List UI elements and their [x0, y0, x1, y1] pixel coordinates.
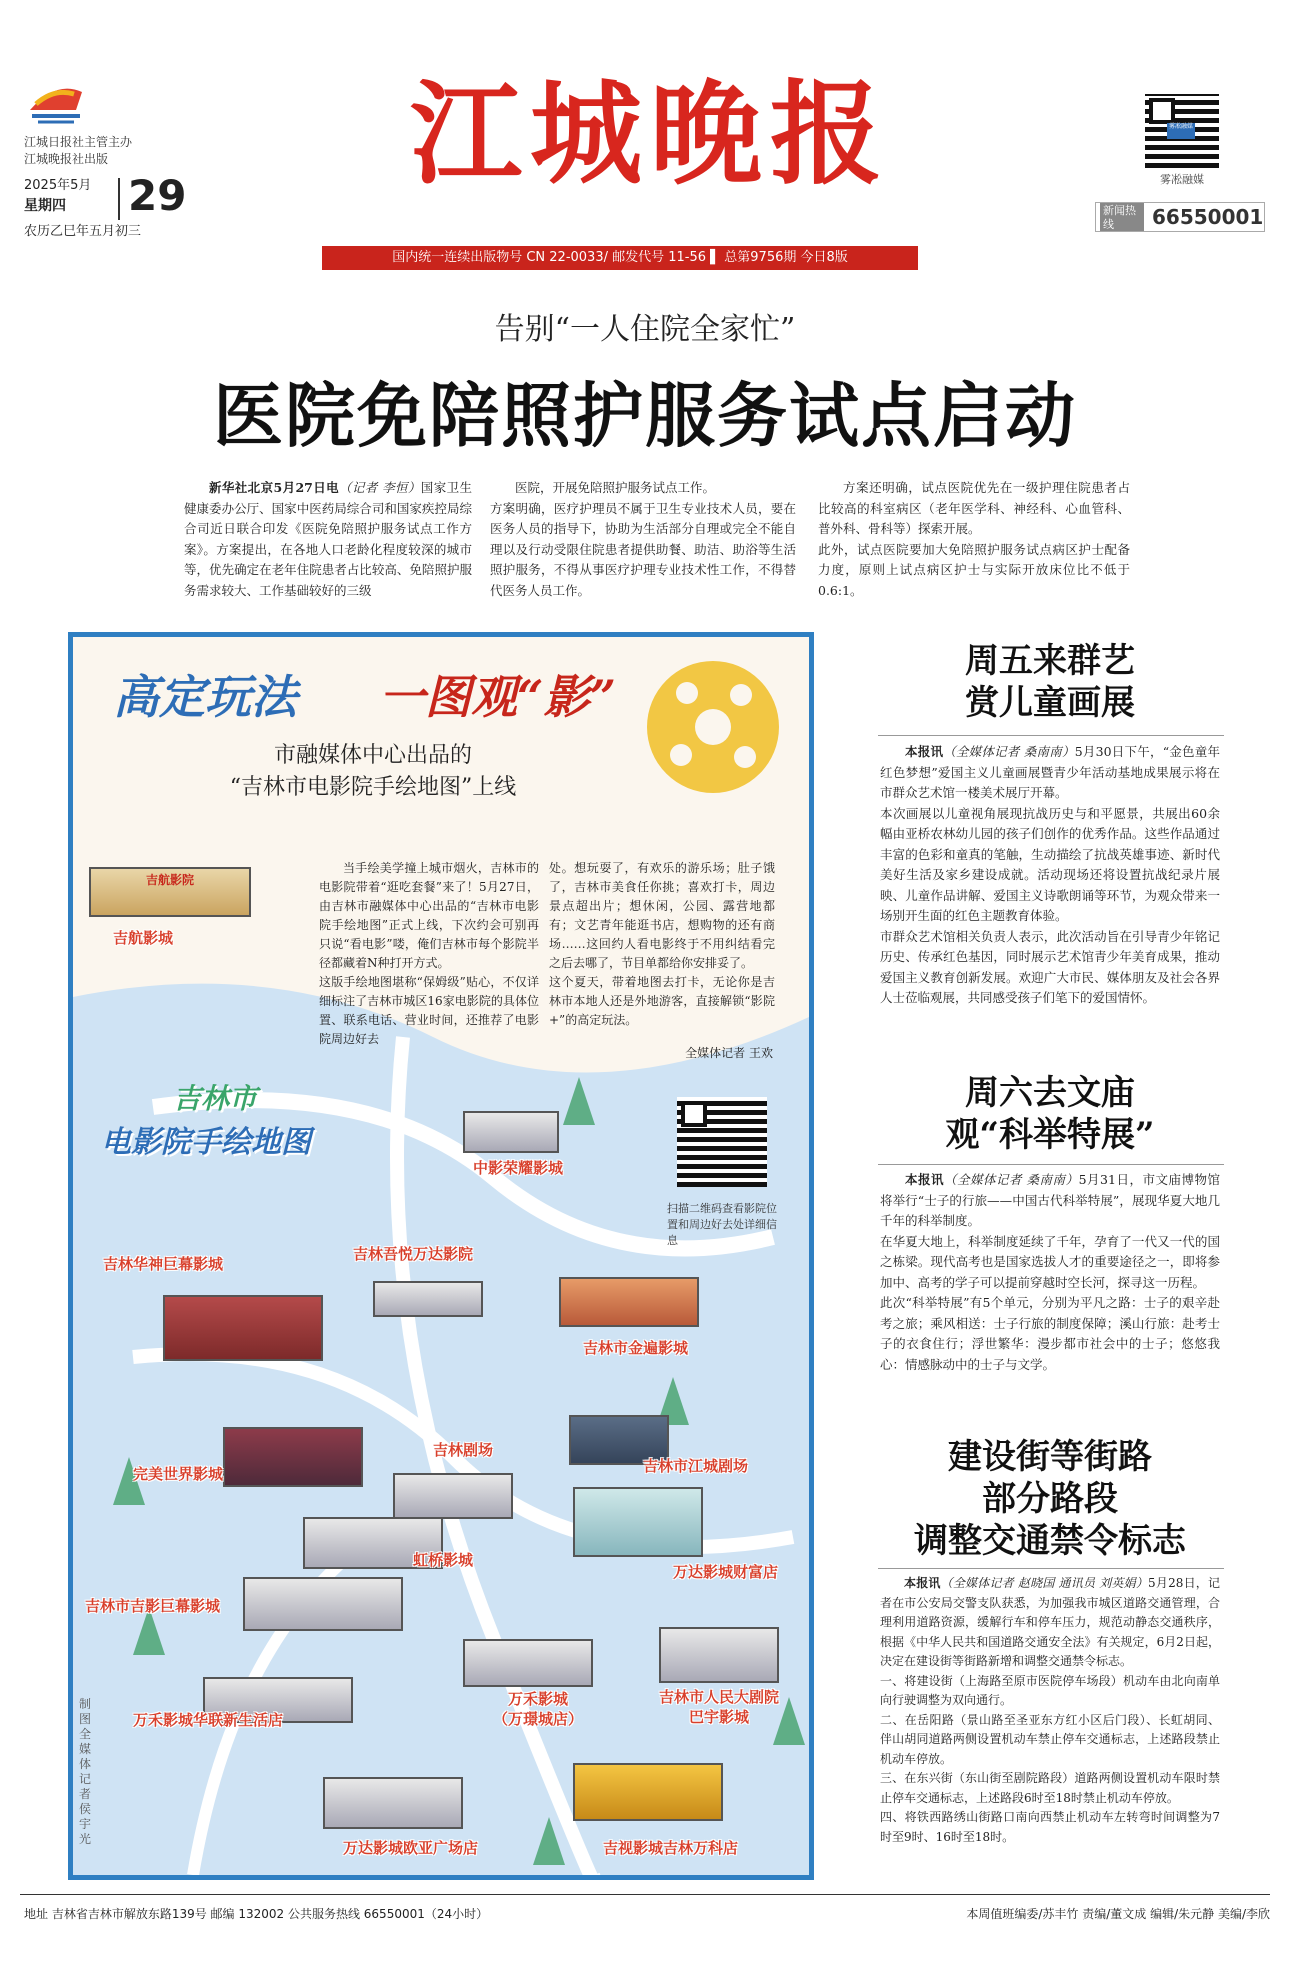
map-text-col-1: 当手绘美学撞上城市烟火，吉林市的电影院带着“逛吃套餐”来了！5月27日，由吉林市融媒体中心出品的“吉林市电影院手绘地图”正式上线，下次约会可别再只说“看电影”喽，俺们吉林市每个影院半径都藏着N种打开方式。 这版手绘地图堪称“保姆级”贴心，不仅详细标注了吉林市城区16家电影院的具体位置、联系电话、营业时间，还推荐了电影院周边好去: [319, 861, 539, 1046]
art1-text: 5月30日下午，“金色童年 红色梦想”爱国主义儿童画展暨青少年活动基地成果展示将在市群众艺术馆一楼美术展厅开幕。 本次画展以儿童视角展现抗战历史与和平愿景，共展出60余幅由亚桥农林幼儿园的孩子们创作的优秀作品。这些作品通过丰富的色彩和童真的笔触，生动描绘了抗战英雄事迹、新时代美好生活及家乡建设成就。活动现场还将设置抗战纪录片展映、儿童作品讲解、爱国主义诗歌朗诵等环节，为观众带来一场别开生面的红色主题教育体验。 市群众艺术馆相关负责人表示，此次活动旨在引导青少年铭记历史、传承红色基因，同时展示艺术馆青少年美育成果，推动爱国主义教育创新发展。欢迎广大市民、媒体朋友及社会各界人士莅临观展，共同感受孩子们笔下的爱国情怀。: [880, 744, 1220, 1005]
location-label: 吉林吾悦万达影院: [353, 1245, 474, 1263]
lead-byline: 新华社北京5月27日电: [209, 480, 340, 495]
publisher-line-1: 江城日报社主管主办: [24, 135, 133, 149]
cinema-building: [463, 1639, 593, 1687]
art1-body: [880, 742, 1220, 1009]
masthead-title: 江城晚报: [410, 69, 890, 200]
jihang-building: [89, 867, 251, 917]
location-label: 万禾影城 （万璟城店）: [493, 1690, 584, 1728]
cinema-building: [393, 1473, 513, 1519]
footer-address: 地址 吉林省吉林市解放东路139号 邮编 132002 公共服务热线 66550001（24小时）: [24, 1907, 489, 1921]
art3-headline: 建设街等街路 部分路段 调整交通禁令标志: [914, 1437, 1186, 1561]
cinema-building: [573, 1487, 703, 1557]
location-label: 吉林市江城剧场: [643, 1457, 749, 1475]
lead-headline: 医院免陪照护服务试点启动: [213, 374, 1077, 457]
weekday: 星期四: [24, 198, 66, 214]
art3-body: [880, 1574, 1220, 1847]
map-qr-code-icon[interactable]: [677, 1097, 767, 1187]
location-label: 吉视影城吉林万科店: [603, 1839, 739, 1857]
day-number: 29: [128, 171, 187, 220]
newspaper-logo-icon: [26, 70, 86, 126]
cinema-building: [463, 1111, 559, 1153]
location-label: 吉林剧场: [433, 1441, 494, 1459]
map-title-b: 一图观“影”: [379, 670, 616, 724]
lunar-date: 农历乙巳年五月初三: [24, 224, 142, 239]
lead-col-1: [184, 478, 472, 601]
tree-icon: [533, 1817, 565, 1865]
qr-badge: 雾凇融媒: [1167, 123, 1195, 139]
art1-rule: [878, 735, 1224, 736]
map-qr-caption: 扫描二维码查看影院位置和周边好去处详细信息: [667, 1202, 777, 1247]
cinema-building: [573, 1763, 723, 1821]
location-label: 中影荣耀影城: [473, 1159, 564, 1177]
art1-reporter: （全媒体记者 桑南南）: [943, 744, 1075, 759]
map-subtitle-2: “吉林市电影院手绘地图”上线: [229, 775, 517, 800]
map-subtitle-1: 市融媒体中心出品的: [273, 743, 472, 768]
location-label: 吉林市金遍影城: [583, 1339, 689, 1357]
map-credit: 制图 全媒体记者 侯宇光: [79, 1697, 92, 1846]
location-label: 虹桥影城: [413, 1551, 474, 1569]
hotline-box: [1095, 202, 1265, 232]
lead-col-3: 方案还明确，试点医院优先在一级护理住院患者占比较高的科室病区（老年医学科、神经科、心血管科、普外科、骨科等）探索开展。 此外，试点医院要加大免陪照护服务试点病区护士配备力度，原则上试点病区护士与实际开放床位比不低于0.6:1。: [818, 480, 1130, 598]
qr-label: 雾凇融媒: [1160, 173, 1204, 186]
footer-rule: [20, 1894, 1270, 1895]
cinema-map-feature: [68, 632, 814, 1880]
location-label: 万禾影城华联新生活店: [133, 1711, 284, 1729]
map-inner-title-2: 电影院手绘地图: [101, 1125, 311, 1160]
location-label: 吉林华神巨幕影城: [103, 1255, 224, 1273]
location-label: 吉航影城: [113, 929, 174, 947]
art2-rule: [878, 1164, 1224, 1165]
art3-lead: 本报讯: [904, 1576, 941, 1590]
lead-reporter: （记者 李恒）: [339, 480, 421, 495]
issue-date: 2025年5月: [24, 178, 92, 193]
art3-rule: [878, 1568, 1224, 1569]
jihang-sign: 吉航影院: [145, 873, 194, 887]
art3-text: 5月28日，记者在市公安局交警支队获悉，为加强我市城区道路交通管理，合理利用道路资源，缓解行车和停车压力，规范动静态交通秩序，根据《中华人民共和国道路交通安全法》有关规定，6月2日起，决定在建设街等街路新增和调整交通禁令标志。 一、将建设街（上海路至原市医院停车场段）机动车由北向南单向行驶调整为双向通行。 二、在岳阳路（景山路至圣亚东方红小区后门段）、长虹胡同、伴山胡同道路两侧设置机动车禁止停车交通标志，上述路段禁止机动车停放。 三、在东兴街（东山街至剧院路段）道路两侧设置机动车限时禁止停车交通标志，上述路段6时至18时禁止机动车停放。 四、将铁西路绣山街路口南向西禁止机动车左转弯时间调整为7时至9时、16时至18时。: [880, 1576, 1220, 1844]
map-text-col-2: 处。想玩耍了，有欢乐的游乐场；肚子饿了，吉林市美食任你挑；喜欢打卡，周边景点超出片；想休闲，公园、露营地都有；文艺青年能逛书店，想购物的还有商场……这回约人看电影终于不用纠结看完之后去哪了，节目单都给你安排妥了。 这个夏天，带着地图去打卡，无论你是吉林市本地人还是外地游客，直接解锁“影院+”的高定玩法。: [549, 861, 775, 1027]
cinema-building: [223, 1427, 363, 1487]
art2-body: [880, 1170, 1220, 1375]
art2-headline: 周六去文庙 观“科举特展”: [945, 1073, 1155, 1155]
lead-col-2: 医院，开展免陪照护服务试点工作。 方案明确，医疗护理员不属于卫生专业技术人员，要在医务人员的指导下，协助为生活部分自理或完全不能自理以及行动受限住院患者提供助餐、助洁、助浴等生活照护服务，不得从事医疗护理专业技术性工作，不得替代医务人员工作。: [490, 480, 796, 598]
cinema-building: [323, 1777, 463, 1829]
hotline-label: 新闻热线: [1100, 203, 1144, 231]
art1-headline: 周五来群艺 赏儿童画展: [965, 641, 1135, 723]
art3-reporter: （全媒体记者 赵晓国 通讯员 刘英娟）: [940, 1576, 1149, 1590]
cinema-building: [559, 1277, 699, 1327]
art2-lead: 本报讯: [905, 1172, 945, 1187]
art1-lead: 本报讯: [905, 744, 944, 759]
cinema-building: [243, 1577, 403, 1631]
location-label: 万达影城欧亚广场店: [343, 1839, 479, 1857]
map-reporter: 全媒体记者 王欢: [685, 1046, 773, 1060]
map-title-a: 高定玩法: [113, 670, 297, 724]
cinema-building: [163, 1295, 323, 1361]
location-label: 吉林市人民大剧院 巴宇影城: [659, 1688, 780, 1726]
lead-kicker: 告别“一人住院全家忙”: [494, 312, 796, 347]
hotline-number: 66550001: [1152, 205, 1264, 229]
location-label: 万达影城财富店: [673, 1563, 779, 1581]
location-label: 完美世界影城: [133, 1465, 224, 1483]
cinema-building: [373, 1281, 483, 1317]
tree-icon: [563, 1077, 595, 1125]
issue-info-bar: 国内统一连续出版物号 CN 22-0033/ 邮发代号 11-56 ▌ 总第9756期 今日8版: [322, 246, 918, 270]
footer-staff: 本周值班编委/苏丰竹 责编/董文成 编辑/朱元静 美编/李欣: [966, 1907, 1270, 1921]
art2-text: 5月31日，市文庙博物馆将举行“士子的行旅——中国古代科举特展”，展现华夏大地几千年的科举制度。 在华夏大地上，科举制度延续了千年，孕育了一代又一代的国之栋梁。现代高考也是国家选拔人才的重要途径之一，即将参加中、高考的学子可以提前穿越时空长河，探寻这一历程。 此次“科举特展”有5个单元，分别为平凡之路：士子的艰辛赴考之旅；乘风相送：士子行旅的制度保障；溪山行旅：赴考士子的衣食住行；浮世繁华：漫步都市社会中的士子；悠悠我心：情感脉动中的士子与文学。: [880, 1172, 1220, 1372]
publisher-line-2: 江城晚报社出版: [24, 152, 109, 166]
date-divider: [118, 178, 120, 220]
lead-col-1-text: 国家卫生健康委办公厅、国家中医药局综合司和国家疾控局综合司近日联合印发《医院免陪照护服务试点工作方案》。方案提出，在各地人口老龄化程度较深的城市等，优先确定在老年住院患者占比较高、免陪照护服务需求较大、工作基础较好的三级: [184, 480, 472, 598]
cinema-building: [659, 1627, 779, 1683]
map-inner-title-1: 吉林市: [173, 1082, 258, 1115]
location-label: 吉林市吉影巨幕影城: [85, 1597, 221, 1615]
art2-reporter: （全媒体记者 桑南南）: [944, 1172, 1079, 1187]
